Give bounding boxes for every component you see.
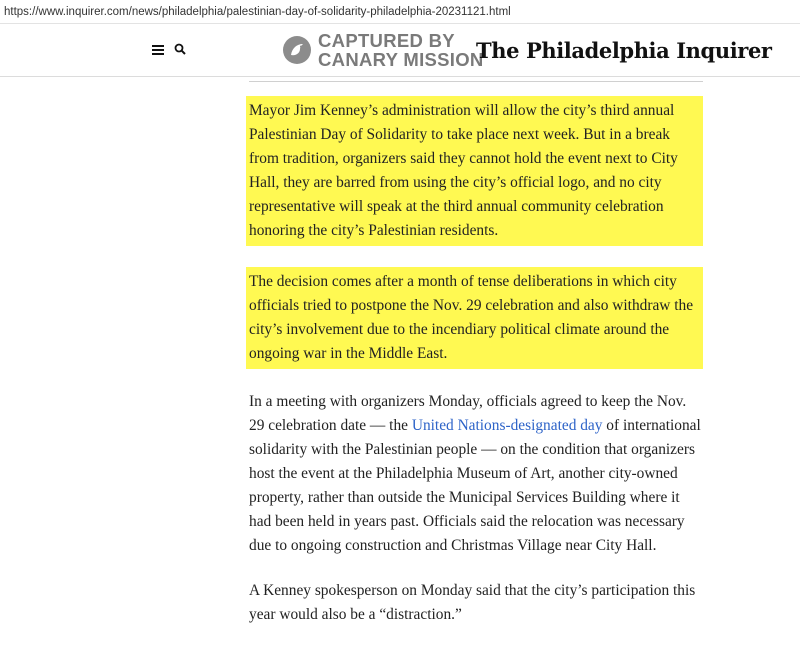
address-bar[interactable]	[0, 0, 800, 24]
masthead-logo[interactable]: The Philadelphia Inquirer	[476, 38, 772, 63]
search-icon[interactable]	[174, 43, 186, 55]
hamburger-menu-icon[interactable]	[152, 45, 164, 55]
canary-bird-icon	[282, 35, 312, 65]
paragraph-2: The decision comes after a month of tense deliberations in which city officials tried to postpone the Nov. 29 celebration and also withdraw the city’s involvement due to the incendiary political climate around the ongoing war in the Middle East.	[246, 267, 703, 369]
site-header	[0, 24, 800, 77]
paragraph-1: Mayor Jim Kenney’s administration will allow the city’s third annual Palestinian Day of Solidarity to take place next week. But in a break from tradition, organizers said they cannot hold the event next to City Hall, they are barred from using the city’s official logo, and no city representative will speak at the third annual community celebration honoring the city’s Palestinian residents.	[246, 96, 703, 246]
paragraph-4: A Kenney spokesperson on Monday said that the city’s participation this year would also be a “distraction.”	[249, 582, 696, 623]
watermark-line-1: CAPTURED BY	[318, 30, 455, 51]
paragraph-3-text-end: of international solidarity with the Palestinian people — on the condition that organizers host the event at the Philadelphia Museum of Art, another city-owned property, rather than outside the Municipal Services Building where it had been held in years past. Officials said the relocation was necessary due to ongoing construction and Christmas Village near City Hall.	[249, 417, 701, 554]
watermark-line-2: CANARY MISSION	[318, 49, 484, 70]
paragraph-3	[249, 390, 703, 558]
paragraph-3-text-start: In a meeting with organizers Monday, officials agreed to keep the Nov. 29 celebration date — the	[249, 393, 687, 434]
divider	[249, 81, 703, 82]
url-text: https://www.inquirer.com/news/philadelphia/palestinian-day-of-solidarity-philadelphia-20231121.html	[4, 6, 511, 18]
un-designated-day-link[interactable]: United Nations-designated day	[411, 417, 603, 434]
canary-mission-watermark	[282, 31, 484, 69]
article-body	[249, 96, 703, 648]
